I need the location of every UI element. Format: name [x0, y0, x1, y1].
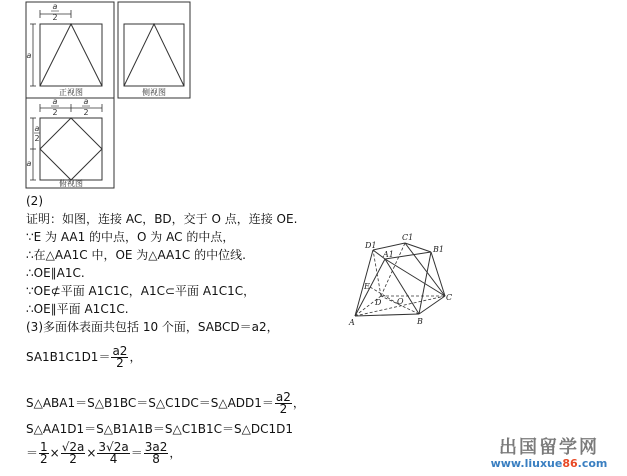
area3-frac-4-den: 8 [152, 452, 160, 466]
edge-cb1 [431, 252, 445, 296]
label-a: A [349, 318, 355, 327]
area3-frac-1 [39, 442, 49, 465]
area3-eq: ＝ [26, 446, 39, 460]
top-view-side-label: a [26, 159, 32, 168]
edge-aa1 [355, 259, 385, 316]
front-view-half-den: 2 [52, 13, 58, 22]
edge-bc [419, 296, 445, 314]
edge-bb1 [419, 252, 431, 314]
site-watermark [476, 438, 622, 472]
area3-frac-3 [97, 442, 129, 465]
area2-den: 2 [279, 402, 288, 416]
label-b: B [417, 317, 423, 326]
area3-frac-4-num: 3a2 [144, 440, 168, 454]
area3-frac-3-num: 3√2a [98, 440, 129, 454]
area1-suffix: ， [129, 350, 142, 364]
proof-line-5: ∵OE⊄平面 A1C1C，A1C⊂平面 A1C1C， [26, 284, 256, 298]
proof-line-4: ∴OE∥A1C. [26, 266, 85, 280]
area3-frac-2-den: 2 [69, 452, 77, 466]
label-b1: B1 [433, 245, 444, 254]
area2-suffix: ， [292, 396, 305, 410]
area3-suffix: ， [169, 446, 182, 460]
watermark-url [476, 458, 622, 470]
proof-line-2: ∵E 为 AA1 的中点，O 为 AC 的中点， [26, 230, 235, 244]
front-view-label: 正视图 [59, 88, 83, 97]
side-view-label: 侧视图 [142, 88, 166, 97]
area-line-4 [26, 442, 181, 465]
proof-line-3: ∴在△AA1C 中，OE 为△AA1C 的中位线. [26, 248, 246, 262]
label-c: C [446, 293, 453, 302]
hidden-edge-dd1 [373, 250, 381, 296]
label-o: O [397, 297, 404, 306]
label-e: E [364, 282, 370, 291]
top-view-half-num-2: a [83, 97, 89, 106]
area1-den: 2 [116, 356, 124, 370]
three-view-drawing [0, 0, 627, 190]
watermark-title: 出国留学网 [499, 437, 599, 458]
proof-line-1: 证明：如图，连接 AC，BD，交于 O 点，连接 OE. [26, 212, 298, 226]
top-view-half-den-1: 2 [52, 108, 58, 117]
front-view [26, 2, 114, 98]
watermark-url-part-2: 86 [562, 457, 578, 470]
polyhedron-figure [345, 228, 465, 328]
proof-line-6: ∴OE∥平面 A1C1C. [26, 302, 129, 316]
top-view-left-den: 2 [34, 134, 40, 143]
label-d1: D1 [365, 241, 377, 250]
watermark-url-part-1: www.liuxue [490, 457, 563, 470]
area1-num: a2 [112, 344, 128, 358]
area1-fraction [111, 346, 128, 369]
area3-frac-1-den: 2 [40, 452, 48, 466]
area-line-1 [26, 346, 141, 369]
edge-ab [355, 314, 419, 316]
area3-eq-2: ＝ [130, 446, 143, 460]
top-view-half-den-2: 2 [83, 108, 89, 117]
watermark-url-part-3: .com [577, 457, 608, 470]
part2-header: (2) [26, 194, 43, 208]
area3-times-2: × [86, 446, 97, 460]
area-line-3: S△AA1D1＝S△B1A1B＝S△C1B1C＝S△DC1D1 [26, 422, 293, 436]
edge-a1c [385, 259, 445, 296]
side-view [118, 2, 190, 98]
top-view-label: 俯视图 [59, 179, 83, 188]
top-view [26, 97, 114, 188]
area1-prefix: SA1B1C1D1＝ [26, 350, 111, 364]
area3-frac-4 [144, 442, 169, 465]
area-line-2 [26, 392, 305, 415]
top-view-left-num: a [34, 124, 40, 133]
area3-times-1: × [49, 446, 60, 460]
top-view-half-num-1: a [52, 97, 58, 106]
area2-prefix: S△ABA1＝S△B1BC＝S△C1DC＝S△ADD1＝ [26, 396, 274, 410]
front-view-side-label: a [26, 51, 32, 60]
area2-fraction [275, 392, 292, 415]
area3-frac-2-num: √2a [61, 440, 85, 454]
area3-frac-1-num: 1 [40, 440, 48, 454]
front-view-half-num: a [52, 2, 58, 11]
area2-num: a2 [275, 390, 291, 404]
label-c1: C1 [402, 233, 414, 242]
label-d: D [375, 298, 382, 307]
label-a1: A1 [383, 250, 394, 259]
area3-frac-3-den: 4 [109, 452, 118, 466]
edge-d1c1 [373, 243, 405, 250]
part3-line: (3)多面体表面共包括 10 个面，SABCD＝a2， [26, 320, 279, 334]
area3-frac-2 [61, 442, 86, 465]
